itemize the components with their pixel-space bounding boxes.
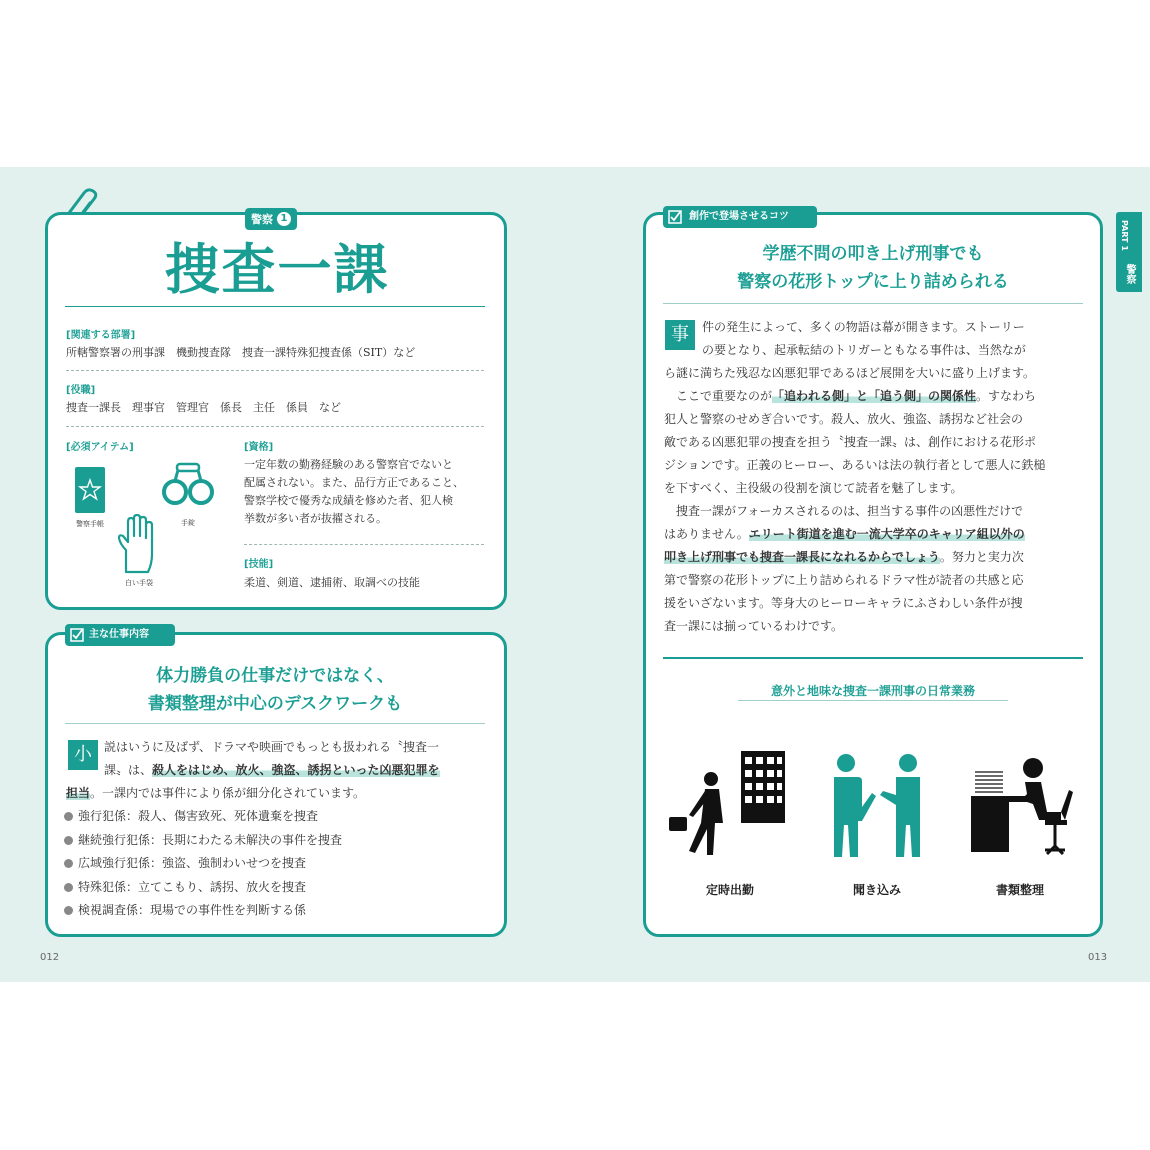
bullet-item bbox=[64, 902, 306, 919]
tips-para-line bbox=[664, 523, 1089, 546]
bullet-item bbox=[64, 855, 306, 872]
bullet-dot bbox=[64, 859, 73, 868]
work-heading-line: 体力勝負の仕事だけではなく、 bbox=[156, 666, 394, 686]
checkbox-icon bbox=[70, 628, 84, 642]
bullet-text: 強行犯係：殺人、傷害致死、死体遺棄を捜査 bbox=[78, 809, 319, 823]
interview-icon bbox=[822, 745, 932, 865]
qualification-line: 挙数が多い者が抜擢される。 bbox=[244, 512, 387, 525]
work-para-highlight: 殺人をはじめ、放火、強盗、誘拐といった凶悪犯罪を bbox=[152, 763, 440, 777]
work-para-text: 。一課内では事件により係が細分化されています。 bbox=[90, 786, 366, 800]
item-notebook-caption: 警察手帳 bbox=[76, 520, 104, 528]
category-badge bbox=[245, 208, 297, 230]
work-para-line bbox=[66, 782, 486, 805]
related-dept-text: 所轄警察署の刑事課 機動捜査隊 捜査一課特殊犯捜査係（SIT）など bbox=[66, 346, 416, 359]
work-para-line: 説はいうに及ばず、ドラマや映画でもっとも扱われる〝捜査一 bbox=[104, 740, 440, 754]
tips-para-line: ら謎に満ちた残忍な凶悪犯罪であるほど展開を大いに盛り上げます。 bbox=[664, 366, 1036, 380]
tips-para-line: 援をいざないます。等身大のヒーローキャラにふさわしい条件が捜 bbox=[664, 596, 1023, 610]
glove-icon bbox=[116, 514, 160, 574]
work-para-highlight: 担当 bbox=[66, 786, 91, 800]
handcuffs-icon bbox=[160, 460, 216, 510]
rank-label: [役職] bbox=[66, 385, 96, 396]
category-label: 警察 bbox=[251, 213, 273, 226]
bullet-item bbox=[64, 832, 342, 849]
qualification-line: 警察学校で優秀な成績を修めた者、犯人検 bbox=[244, 494, 453, 507]
skill-label: [技能] bbox=[244, 559, 274, 570]
tips-para-line: ジションです。正義のヒーロー、あるいは法の執行者として悪人に鉄槌 bbox=[664, 458, 1046, 472]
tips-heading-line: 警察の花形トップに上り詰められる bbox=[737, 272, 1009, 292]
title-rule bbox=[65, 306, 485, 307]
category-number: 1 bbox=[277, 212, 291, 226]
tips-para-line bbox=[664, 385, 1089, 408]
skill-text: 柔道、剣道、逮捕術、取調べの技能 bbox=[244, 576, 420, 589]
paperwork-icon bbox=[965, 750, 1080, 865]
tips-para-highlight: エリート街道を進む一流大学卒のキャリア組以外の bbox=[748, 527, 1025, 541]
tips-para-text: 。努力と実力次 bbox=[939, 550, 1024, 564]
commute-icon bbox=[665, 745, 795, 865]
page-number-right: 013 bbox=[1088, 952, 1108, 963]
tips-para-text: ここで重要なのが bbox=[664, 389, 773, 403]
qualification-label: [資格] bbox=[244, 442, 274, 453]
work-heading-rule bbox=[65, 723, 485, 724]
tips-para-highlight: 叩き上げ刑事でも捜査一課長になれるからでしょう bbox=[664, 550, 940, 564]
bullet-dot bbox=[64, 906, 73, 915]
work-tab-label: 主な仕事内容 bbox=[89, 629, 149, 640]
work-para-text: 課〟は、 bbox=[104, 763, 153, 777]
bullet-text: 継続強行犯係：長期にわたる未解決の事件を捜査 bbox=[78, 833, 343, 847]
police-notebook-icon bbox=[74, 466, 106, 514]
tips-para-line: 犯人と警察のせめぎ合いです。殺人、放火、強盗、誘拐など社会の bbox=[664, 412, 1024, 426]
daily-work-subheading: 意外と地味な捜査一課刑事の日常業務 bbox=[770, 684, 975, 698]
caption-interview: 聞き込み bbox=[852, 883, 901, 897]
tips-heading bbox=[663, 240, 1083, 296]
rank-text: 捜査一課長 理事官 管理官 係長 主任 係員 など bbox=[66, 401, 341, 414]
bullet-item bbox=[64, 808, 318, 825]
tips-para-text: 。すなわち bbox=[976, 389, 1037, 403]
bullet-dot bbox=[64, 836, 73, 845]
tips-heading-line: 学歴不問の叩き上げ刑事でも bbox=[762, 244, 984, 264]
tips-tab bbox=[663, 206, 817, 228]
bullet-text: 検視調査係：現場での事件性を判断する係 bbox=[78, 903, 307, 917]
tips-para-text: はありません。 bbox=[664, 527, 749, 541]
tips-para-line: 捜査一課がフォーカスされるのは、担当する事件の凶悪性だけで bbox=[664, 504, 1024, 518]
bullet-dot bbox=[64, 812, 73, 821]
work-para-line bbox=[104, 759, 489, 782]
part-side-tab bbox=[1116, 212, 1142, 292]
tips-heading-rule bbox=[663, 303, 1083, 304]
tips-para-line: 第で警察の花形トップに上り詰められるドラマ性が読者の共感と応 bbox=[664, 573, 1024, 587]
items-label: [必須アイテム] bbox=[66, 442, 134, 453]
checkbox-icon bbox=[668, 210, 682, 224]
divider bbox=[244, 544, 484, 545]
related-dept-label: [関連する部署] bbox=[66, 330, 136, 341]
page-title: 捜査一課 bbox=[165, 238, 390, 301]
divider bbox=[66, 370, 484, 371]
section-rule bbox=[663, 657, 1083, 659]
bullet-text: 特殊犯係：立てこもり、誘拐、放火を捜査 bbox=[78, 880, 307, 894]
tips-para-line: を下すべく、主役級の役割を演じて読者を魅了します。 bbox=[664, 481, 963, 495]
tips-tab-label: 創作で登場させるコツ bbox=[689, 211, 789, 222]
tips-para-line bbox=[664, 546, 1089, 569]
qualification-line: 一定年数の勤務経験のある警察官でないと bbox=[244, 458, 453, 471]
work-heading bbox=[65, 662, 485, 718]
bullet-item bbox=[64, 879, 306, 896]
work-dropcap: 小 bbox=[68, 740, 98, 770]
item-handcuffs-caption: 手錠 bbox=[181, 519, 195, 527]
tips-para-highlight: 「追われる側」と「追う側」の関係性 bbox=[772, 389, 977, 403]
caption-commute: 定時出勤 bbox=[705, 883, 754, 897]
tips-para-line: 敵である凶悪犯罪の捜査を担う〝捜査一課〟は、創作における花形ポ bbox=[664, 435, 1037, 449]
part-side-tab-part: PART 1 bbox=[1120, 220, 1129, 251]
bullet-text: 広域強行犯係：強盗、強制わいせつを捜査 bbox=[78, 856, 307, 870]
tips-para-line: の要となり、起承転結のトリガーともなる事件は、当然なが bbox=[702, 343, 1026, 357]
divider bbox=[66, 426, 484, 427]
tips-para-line: 査一課には揃っているわけです。 bbox=[664, 619, 844, 633]
bullet-dot bbox=[64, 883, 73, 892]
work-heading-line: 書類整理が中心のデスクワークも bbox=[147, 694, 403, 714]
item-gloves-caption: 白い手袋 bbox=[125, 579, 153, 587]
tips-para-line: 件の発生によって、多くの物語は幕が開きます。ストーリー bbox=[702, 320, 1025, 334]
subheading-underline bbox=[738, 700, 1008, 701]
part-side-tab-label: 警察 bbox=[1124, 264, 1135, 284]
page-number-left: 012 bbox=[40, 952, 60, 963]
qualification-text bbox=[244, 456, 464, 528]
tips-dropcap: 事 bbox=[665, 320, 695, 350]
qualification-line: 配属されない。また、品行方正であること、 bbox=[244, 476, 464, 489]
caption-paperwork: 書類整理 bbox=[995, 883, 1044, 897]
